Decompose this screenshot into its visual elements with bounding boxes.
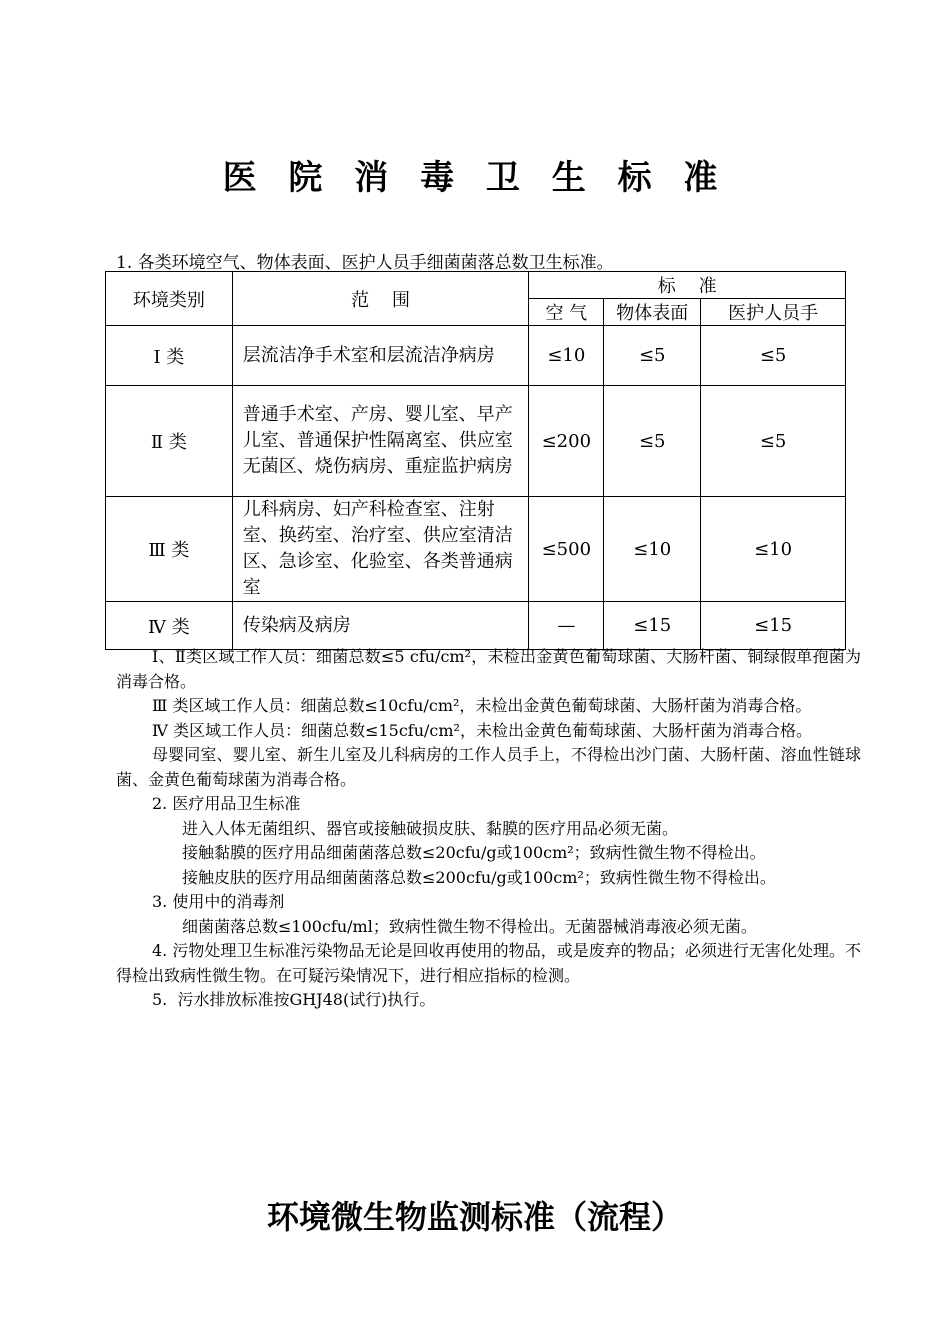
section-item: 细菌菌落总数≤100cfu/ml；致病性微生物不得检出。无菌器械消毒液必须无菌。 [182,916,757,936]
section-item: 接触皮肤的医疗用品细菌菌落总数≤200cfu/g或100cm²；致病性微生物不得检出。 [182,867,776,887]
intro-text: 1. 各类环境空气、物体表面、医护人员手细菌菌落总数卫生标准。 [116,253,614,273]
surface-cell: ≤5 [604,386,701,497]
section-paragraph: 4. 污物处理卫生标准污染物品无论是回收再使用的物品，或是废弃的物品；必须进行无害化处理。不得检出致病性微生物。在可疑污染情况下，进行相应指标的检测。 [116,941,861,985]
hand-cell: ≤5 [701,326,846,386]
table-row [106,326,846,386]
note-paragraph: Ⅳ 类区域工作人员：细菌总数≤15cfu/cm²，未检出金黄色葡萄球菌、大肠杆菌为消毒合格。 [152,720,812,740]
air-cell: ≤10 [529,326,604,386]
note-paragraph: 母婴同室、婴儿室、新生儿室及儿科病房的工作人员手上，不得检出沙门菌、大肠杆菌、溶血性链球菌、金黄色葡萄球菌为消毒合格。 [116,745,861,789]
air-cell: ≤500 [529,497,604,602]
header-range: 范 围 [232,272,529,326]
range-cell: 儿科病房、妇产科检查室、注射室、换药室、治疗室、供应室清洁区、急诊室、化验室、各类普通病室 [232,497,529,602]
range-cell: 普通手术室、产房、婴儿室、早产儿室、普通保护性隔离室、供应室无菌区、烧伤病房、重症监护病房 [232,386,529,497]
air-cell: ≤200 [529,386,604,497]
header-category: 环境类别 [106,272,233,326]
header-standard: 标 准 [529,272,846,299]
notes-section [116,645,861,1013]
surface-cell: ≤10 [604,497,701,602]
header-surface: 物体表面 [604,299,701,326]
section-title: 环境微生物监测标准（流程） [266,1198,683,1236]
category-cell: Ⅳ 类 [106,602,233,650]
header-air: 空 气 [529,299,604,326]
category-cell: Ⅰ 类 [106,326,233,386]
section-heading: 2. 医疗用品卫生标准 [152,794,301,813]
note-paragraph: Ⅰ、Ⅱ类区域工作人员：细菌总数≤5 cfu/cm²，未检出金黄色葡萄球菌、大肠杆菌、铜绿假单孢菌为消毒合格。 [116,647,861,691]
table-row [106,497,846,602]
hand-cell: ≤15 [701,602,846,650]
range-cell: 传染病及病房 [232,602,529,650]
surface-cell: ≤5 [604,326,701,386]
standard-table [105,271,846,650]
category-cell: Ⅲ 类 [106,497,233,602]
air-cell: — [529,602,604,650]
category-cell: Ⅱ 类 [106,386,233,497]
note-paragraph: Ⅲ 类区域工作人员：细菌总数≤10cfu/cm²，未检出金黄色葡萄球菌、大肠杆菌为消毒合格。 [152,696,812,715]
section-paragraph: 5. 污水排放标准按GHJ48(试行)执行。 [152,990,436,1009]
hand-cell: ≤10 [701,497,846,602]
surface-cell: ≤15 [604,602,701,650]
page-title: 医 院 消 毒 卫 生 标 准 [222,158,728,198]
table-row [106,602,846,650]
table-row [106,386,846,497]
section-item: 进入人体无菌组织、器官或接触破损皮肤、黏膜的医疗用品必须无菌。 [182,818,679,838]
header-hand: 医护人员手 [701,299,846,326]
section-heading: 3. 使用中的消毒剂 [152,892,285,911]
range-cell: 层流洁净手术室和层流洁净病房 [232,326,529,386]
hand-cell: ≤5 [701,386,846,497]
section-item: 接触黏膜的医疗用品细菌菌落总数≤20cfu/g或100cm²；致病性微生物不得检出。 [182,843,766,862]
